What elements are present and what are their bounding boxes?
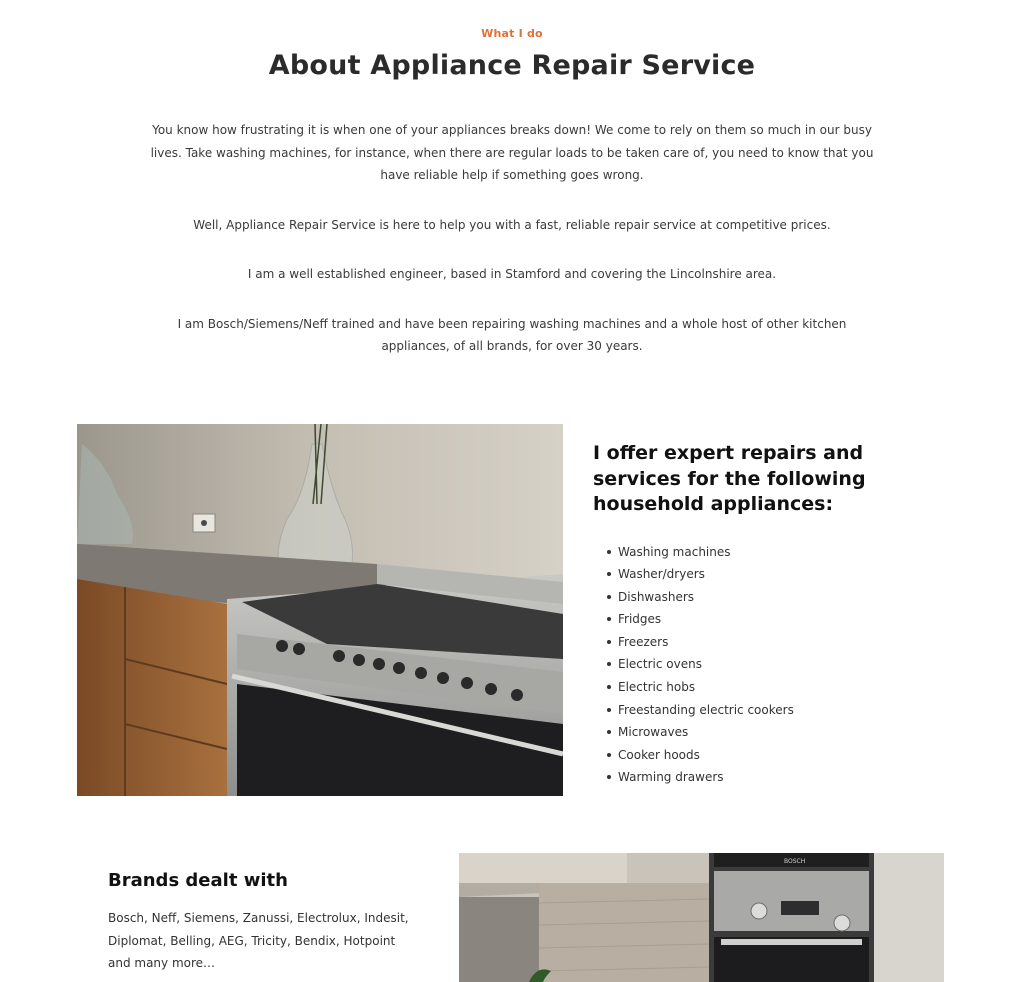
list-item: Washer/dryers — [593, 563, 933, 586]
brands-panel — [108, 870, 418, 975]
list-item: Freestanding electric cookers — [593, 699, 933, 722]
intro-text — [147, 119, 877, 385]
brands-heading: Brands dealt with — [108, 870, 288, 891]
brands-text: Bosch, Neff, Siemens, Zanussi, Electrolux, Indesit, Diplomat, Belling, AEG, Tricity, Bendix, Hotpoint and many more… — [108, 911, 409, 970]
list-item: Warming drawers — [593, 766, 933, 789]
list-item: Fridges — [593, 608, 933, 631]
range-cooker-illustration — [77, 424, 563, 796]
intro-paragraph-1: You know how frustrating it is when one of your appliances breaks down! We come to rely on them so much in our busy lives. Take washing machines, for instance, when there are regular loads to be taken care of, you need to know that you have reliable help if something goes wrong. — [150, 123, 874, 182]
oven-brand-text: BOSCH — [784, 858, 806, 865]
intro-paragraph-2: Well, Appliance Repair Service is here to help you with a fast, reliable repair service at competitive prices. — [193, 217, 831, 232]
built-in-oven-illustration — [459, 853, 944, 982]
list-item: Dishwashers — [593, 586, 933, 609]
list-item: Cooker hoods — [593, 744, 933, 767]
list-item: Freezers — [593, 631, 933, 654]
services-list — [593, 541, 933, 790]
intro-paragraph-3: I am a well established engineer, based in Stamford and covering the Lincolnshire area. — [247, 267, 777, 281]
list-item: Microwaves — [593, 721, 933, 744]
list-item: Electric ovens — [593, 653, 933, 676]
intro-paragraph-4: I am Bosch/Siemens/Neff trained and have been repairing washing machines and a whole host of other kitchen appliances, of all brands, for over 30 years. — [177, 316, 847, 353]
section-eyebrow: What I do — [481, 27, 543, 40]
services-panel — [593, 441, 933, 789]
list-item: Electric hobs — [593, 676, 933, 699]
range-cooker-photo — [77, 424, 563, 796]
page-title: About Appliance Repair Service — [268, 50, 756, 81]
built-in-oven-photo — [459, 853, 944, 982]
services-heading: I offer expert repairs and services for the following household appliances: — [593, 442, 866, 515]
list-item: Washing machines — [593, 541, 933, 564]
